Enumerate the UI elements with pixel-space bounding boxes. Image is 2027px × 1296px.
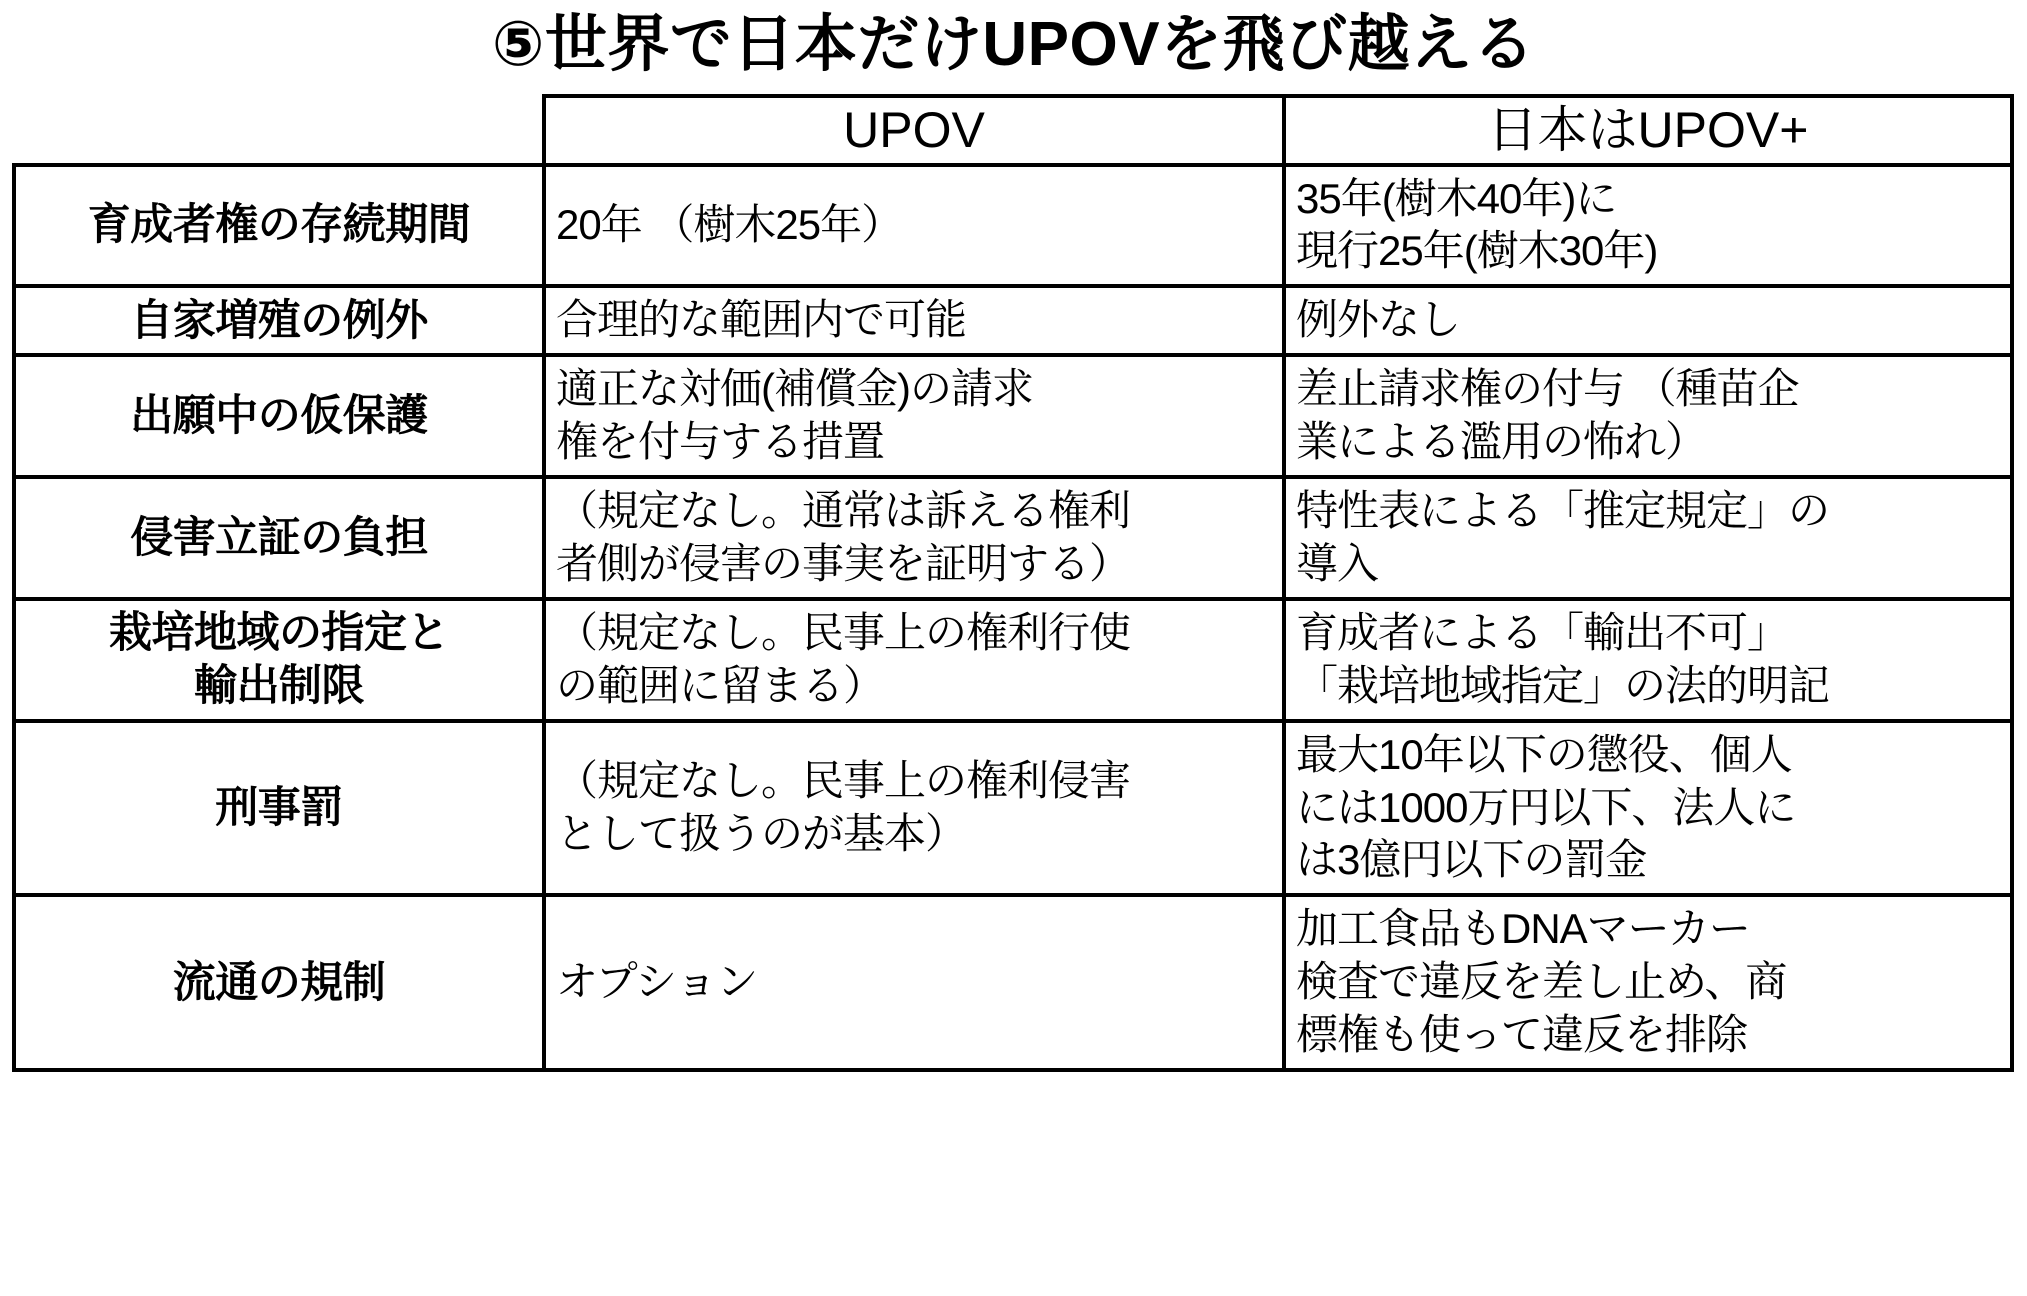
table-header-upov: UPOV (544, 96, 1284, 165)
cell-line: として扱うのが基本） (556, 810, 967, 858)
cell-line: 標権も使って違反を排除 (1296, 1011, 1748, 1059)
cell-upov (544, 355, 1284, 477)
table-row (14, 355, 2012, 477)
cell-japan (1284, 895, 2012, 1070)
cell-line: 権を付与する措置 (556, 418, 885, 466)
cell-upov (544, 721, 1284, 896)
cell-line: 「栽培地域指定」の法的明記 (1296, 661, 1830, 709)
row-label (14, 286, 544, 355)
cell-line: 者側が侵害の事実を証明する） (556, 539, 1131, 587)
row-label-line: 輸出制限 (194, 661, 364, 710)
table-body (14, 165, 2012, 1071)
cell-upov (544, 599, 1284, 721)
cell-japan (1284, 355, 2012, 477)
table-header-japan: 日本はUPOV+ (1284, 96, 2012, 165)
cell-line: 検査で違反を差し止め、商 (1296, 958, 1787, 1006)
cell-line: 20年 （樹木25年） (556, 200, 903, 248)
table-row (14, 477, 2012, 599)
cell-line: 加工食品もDNAマーカー (1296, 905, 1750, 953)
cell-upov (544, 165, 1284, 287)
cell-line: は3億円以下の罰金 (1296, 836, 1647, 884)
cell-line: （規定なし。民事上の権利侵害 (556, 757, 1131, 805)
cell-line: には1000万円以下、法人に (1296, 783, 1796, 831)
cell-line: の範囲に留まる） (556, 661, 885, 709)
page-title: ⑤世界で日本だけUPOVを飛び越える (491, 10, 1536, 79)
row-label (14, 355, 544, 477)
table-header (14, 96, 2012, 165)
cell-line: 合理的な範囲内で可能 (556, 296, 967, 344)
row-label (14, 165, 544, 287)
cell-line: 適正な対価(補償金)の請求 (556, 365, 1033, 413)
table-row (14, 721, 2012, 896)
cell-upov (544, 477, 1284, 599)
cell-line: オプション (556, 958, 758, 1006)
cell-line: 導入 (1296, 539, 1379, 587)
cell-line: 現行25年(樹木30年) (1296, 227, 1658, 275)
row-label-line: 刑事罰 (215, 783, 343, 832)
table-header-blank (14, 96, 544, 165)
cell-line: 最大10年以下の懲役、個人 (1296, 730, 1792, 778)
table-header-row (14, 96, 2012, 165)
cell-japan (1284, 165, 2012, 287)
row-label (14, 721, 544, 896)
table-row (14, 286, 2012, 355)
table-row (14, 599, 2012, 721)
row-label-line: 侵害立証の負担 (130, 513, 428, 562)
cell-line: 35年(樹木40年)に (1296, 174, 1617, 222)
cell-japan (1284, 721, 2012, 896)
row-label (14, 477, 544, 599)
row-label (14, 599, 544, 721)
row-label-line: 出願中の仮保護 (130, 391, 428, 440)
cell-japan (1284, 286, 2012, 355)
cell-upov (544, 895, 1284, 1070)
cell-line: 育成者による「輸出不可」 (1296, 608, 1789, 656)
cell-line: 特性表による「推定規定」の (1296, 487, 1830, 535)
row-label-line: 流通の規制 (172, 958, 386, 1007)
comparison-table (12, 94, 2014, 1072)
cell-japan (1284, 477, 2012, 599)
cell-japan (1284, 599, 2012, 721)
cell-line: 差止請求権の付与 （種苗企 (1296, 365, 1799, 413)
cell-line: （規定なし。通常は訴える権利 (556, 487, 1131, 535)
row-label-line: 栽培地域の指定と (109, 609, 449, 658)
row-label-line: 育成者権の存続期間 (87, 201, 471, 250)
cell-line: 例外なし (1296, 296, 1461, 344)
cell-line: 業による濫用の怖れ） (1296, 418, 1707, 466)
cell-line: （規定なし。民事上の権利行使 (556, 608, 1131, 656)
cell-upov (544, 286, 1284, 355)
table-row (14, 165, 2012, 287)
row-label (14, 895, 544, 1070)
table-row (14, 895, 2012, 1070)
row-label-line: 自家増殖の例外 (130, 296, 428, 345)
